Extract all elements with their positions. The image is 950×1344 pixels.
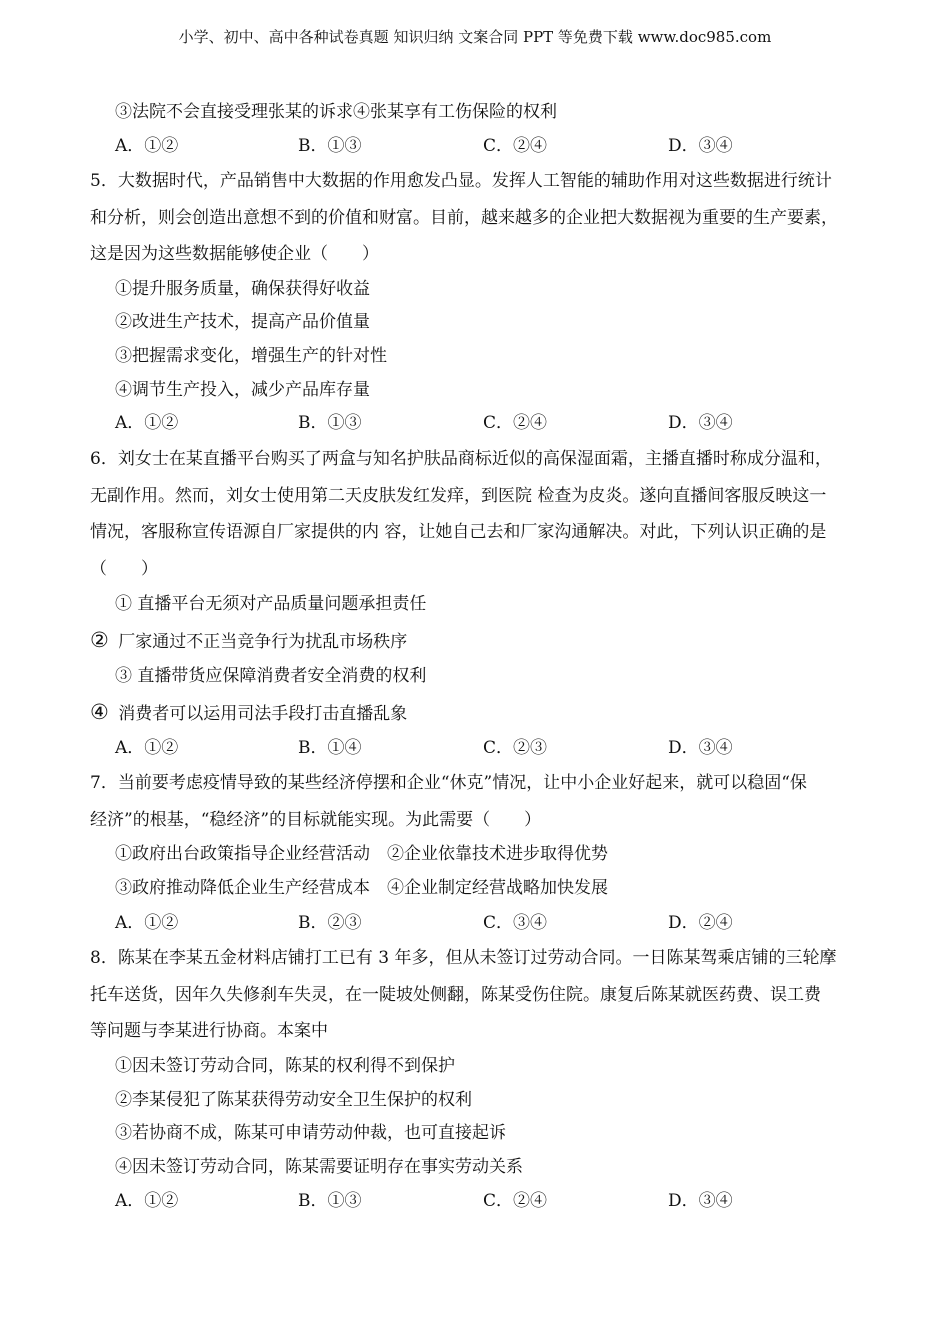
q6-choice-b[interactable]: B．①④ xyxy=(298,738,362,758)
q8-choice-b[interactable]: B．①③ xyxy=(298,1191,362,1211)
q7-choice-d[interactable]: D．②④ xyxy=(668,913,733,933)
q6-option-3-text: 直播带货应保障消费者安全消费的权利 xyxy=(132,666,427,686)
q8-stem-line-3: 等问题与李某进行协商。本案中 xyxy=(90,1021,328,1041)
q8-choice-d[interactable]: D．③④ xyxy=(668,1191,733,1211)
q4-choice-b[interactable]: B．①③ xyxy=(298,136,362,156)
q6-choice-a[interactable]: A．①② xyxy=(115,738,179,758)
q5-option-4: ④调节生产投入，减少产品库存量 xyxy=(115,380,370,400)
q8-choice-a[interactable]: A．①② xyxy=(115,1191,179,1211)
q7-choice-b[interactable]: B．②③ xyxy=(298,913,362,933)
q5-stem-line-1: 5．大数据时代，产品销售中大数据的作用愈发凸显。发挥人工智能的辅助作用对这些数据进行统计 xyxy=(90,171,832,191)
q6-stem-line-2: 无副作用。然而，刘女士使用第二天皮肤发红发痒，到医院 检查为皮炎。遂向直播间客服反映这一 xyxy=(90,486,827,506)
q7-choice-c[interactable]: C．③④ xyxy=(483,913,548,933)
q6-choice-d[interactable]: D．③④ xyxy=(668,738,733,758)
q6-stem-line-3: 情况，客服称宣传语源自厂家提供的内 容，让她自己去和厂家沟通解决。对此，下列认识正确的是 xyxy=(90,522,827,542)
q8-choice-c[interactable]: C．②④ xyxy=(483,1191,548,1211)
q4-choice-d[interactable]: D．③④ xyxy=(668,136,733,156)
q8-option-4: ④因未签订劳动合同，陈某需要证明存在事实劳动关系 xyxy=(115,1157,523,1177)
q8-stem-line-1: 8．陈某在李某五金材料店铺打工已有 3 年多，但从未签订过劳动合同。一日陈某驾乘店铺的三轮摩 xyxy=(90,948,837,968)
q5-option-2: ②改进生产技术，提高产品价值量 xyxy=(115,312,370,332)
q7-option-row-2: ③政府推动降低企业生产经营成本 ④企业制定经营战略加快发展 xyxy=(115,878,608,898)
q6-option-1-text: 直播平台无须对产品质量问题承担责任 xyxy=(132,594,427,614)
q5-option-3: ③把握需求变化，增强生产的针对性 xyxy=(115,346,387,366)
q8-option-1: ①因未签订劳动合同，陈某的权利得不到保护 xyxy=(115,1056,455,1076)
q6-option-1-mark: ① xyxy=(115,594,132,614)
q6-option-2-text: 厂家通过不正当竞争行为扰乱市场秩序 xyxy=(112,632,408,652)
q6-option-2-mark: ② xyxy=(90,628,109,652)
q5-choice-c[interactable]: C．②④ xyxy=(483,413,548,433)
q4-option-3-4: ③法院不会直接受理张某的诉求④张某享有工伤保险的权利 xyxy=(115,102,557,122)
q6-stem-line-4: （ ） xyxy=(90,559,158,579)
page-header: 小学、初中、高中各种试卷真题 知识归纳 文案合同 PPT 等免费下载 www.doc985.com xyxy=(178,28,772,46)
q7-choice-a[interactable]: A．①② xyxy=(115,913,179,933)
q6-option-1 xyxy=(115,596,426,613)
q5-option-1: ①提升服务质量，确保获得好收益 xyxy=(115,279,370,299)
q5-choice-d[interactable]: D．③④ xyxy=(668,413,733,433)
q6-stem-line-1: 6．刘女士在某直播平台购买了两盒与知名护肤品商标近似的高保湿面霜，主播直播时称成分温和， xyxy=(90,449,832,469)
q6-option-2 xyxy=(90,630,407,651)
q7-stem-line-1: 7．当前要考虑疫情导致的某些经济停摆和企业“休克”情况，让中小企业好起来，就可以稳固“保 xyxy=(90,773,807,793)
q8-option-2: ②李某侵犯了陈某获得劳动安全卫生保护的权利 xyxy=(115,1090,472,1110)
q6-option-4 xyxy=(90,702,407,723)
q5-stem-line-3: 这是因为这些数据能够使企业（ ） xyxy=(90,244,379,264)
q6-option-3 xyxy=(115,668,426,685)
q5-stem-line-2: 和分析，则会创造出意想不到的价值和财富。目前，越来越多的企业把大数据视为重要的生产要素， xyxy=(90,208,838,228)
q6-option-3-mark: ③ xyxy=(115,666,132,686)
q7-stem-line-2: 经济”的根基，“稳经济”的目标就能实现。为此需要（ ） xyxy=(90,810,542,830)
q6-option-4-text: 消费者可以运用司法手段打击直播乱象 xyxy=(112,704,408,724)
q4-choice-c[interactable]: C．②④ xyxy=(483,136,548,156)
q7-option-row-1: ①政府出台政策指导企业经营活动 ②企业依靠技术进步取得优势 xyxy=(115,844,608,864)
q8-option-3: ③若协商不成，陈某可申请劳动仲裁，也可直接起诉 xyxy=(115,1123,506,1143)
q6-option-4-mark: ④ xyxy=(90,700,109,724)
q5-choice-b[interactable]: B．①③ xyxy=(298,413,362,433)
q5-choice-a[interactable]: A．①② xyxy=(115,413,179,433)
q6-choice-c[interactable]: C．②③ xyxy=(483,738,548,758)
q4-choice-a[interactable]: A．①② xyxy=(115,136,179,156)
q8-stem-line-2: 托车送货，因年久失修刹车失灵，在一陡坡处侧翻，陈某受伤住院。康复后陈某就医药费、误工费 xyxy=(90,985,821,1005)
